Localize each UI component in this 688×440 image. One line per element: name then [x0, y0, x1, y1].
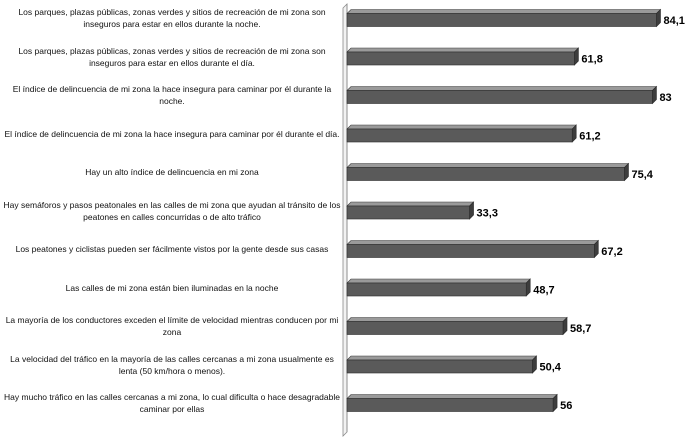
bar [347, 52, 574, 65]
bar-value-label: 58,7 [570, 323, 592, 335]
bar-top [347, 10, 660, 14]
category-label: Hay semáforos y pasos peatonales en las calles de mi zona que ayudan al tránsito de los peatones en calles concurridas o de alto tráfico [3, 199, 341, 222]
category-label: La mayoría de los conductores exceden el límite de velocidad mientras conducen por mi zona [5, 315, 339, 337]
category-label: Hay un alto índice de delincuencia en mi zona [85, 167, 259, 177]
bar-value-label: 61,2 [579, 130, 601, 143]
bar-top [347, 279, 530, 283]
bar [347, 360, 532, 373]
axis-wall [343, 4, 347, 436]
bar-value-label: 75,4 [631, 169, 653, 181]
category-label: El índice de delincuencia de mi zona la hace insegura para caminar por él durante el día. [4, 128, 340, 139]
bar-value-label: 61,8 [581, 53, 603, 66]
bar-top [347, 87, 656, 91]
bar-top [347, 202, 474, 206]
bar-top [347, 318, 567, 322]
bar-value-label: 67,2 [601, 246, 623, 258]
bar-top [347, 356, 536, 360]
bar-top [347, 125, 576, 129]
bar [347, 283, 526, 296]
bar [347, 322, 563, 335]
bar-value-label: 48,7 [533, 284, 555, 297]
bar-top [347, 395, 557, 399]
bar [347, 399, 553, 412]
bar [347, 245, 594, 258]
bar-value-label: 33,3 [476, 207, 498, 220]
bar-value-label: 83 [659, 92, 672, 104]
bar [347, 91, 652, 104]
bar-top [347, 241, 598, 245]
bar-top [347, 48, 578, 52]
category-label: El índice de delincuencia de mi zona la hace insegura para caminar por él durante la noche. [12, 84, 332, 106]
category-label: Los parques, plazas públicas, zonas verdes y sitios de recreación de mi zona son inseguros para estar en ellos durante el día. [18, 45, 326, 68]
category-label: Los peatones y ciclistas pueden ser fácilmente vistos por la gente desde sus casas [15, 244, 329, 254]
bar [347, 14, 656, 27]
category-label: Las calles de mi zona están bien iluminadas en la noche [65, 282, 279, 293]
category-label: Los parques, plazas públicas, zonas verdes y sitios de recreación de mi zona son inseguros para estar en ellos durante la noche. [18, 7, 326, 29]
category-label: Hay mucho tráfico en las calles cercanas a mi zona, lo cual dificulta o hace desagradable caminar por ellas [4, 392, 340, 414]
category-label: La velocidad del tráfico en la mayoría de las calles cercanas a mi zona usualmente es lenta (50 km/hora o menos). [10, 353, 334, 376]
bar [347, 206, 470, 219]
bar-value-label: 84,1 [663, 15, 685, 27]
bar-top [347, 164, 628, 168]
bar-value-label: 56 [560, 400, 573, 412]
bar-value-label: 50,4 [539, 361, 561, 374]
bar [347, 129, 572, 142]
bar [347, 168, 624, 181]
